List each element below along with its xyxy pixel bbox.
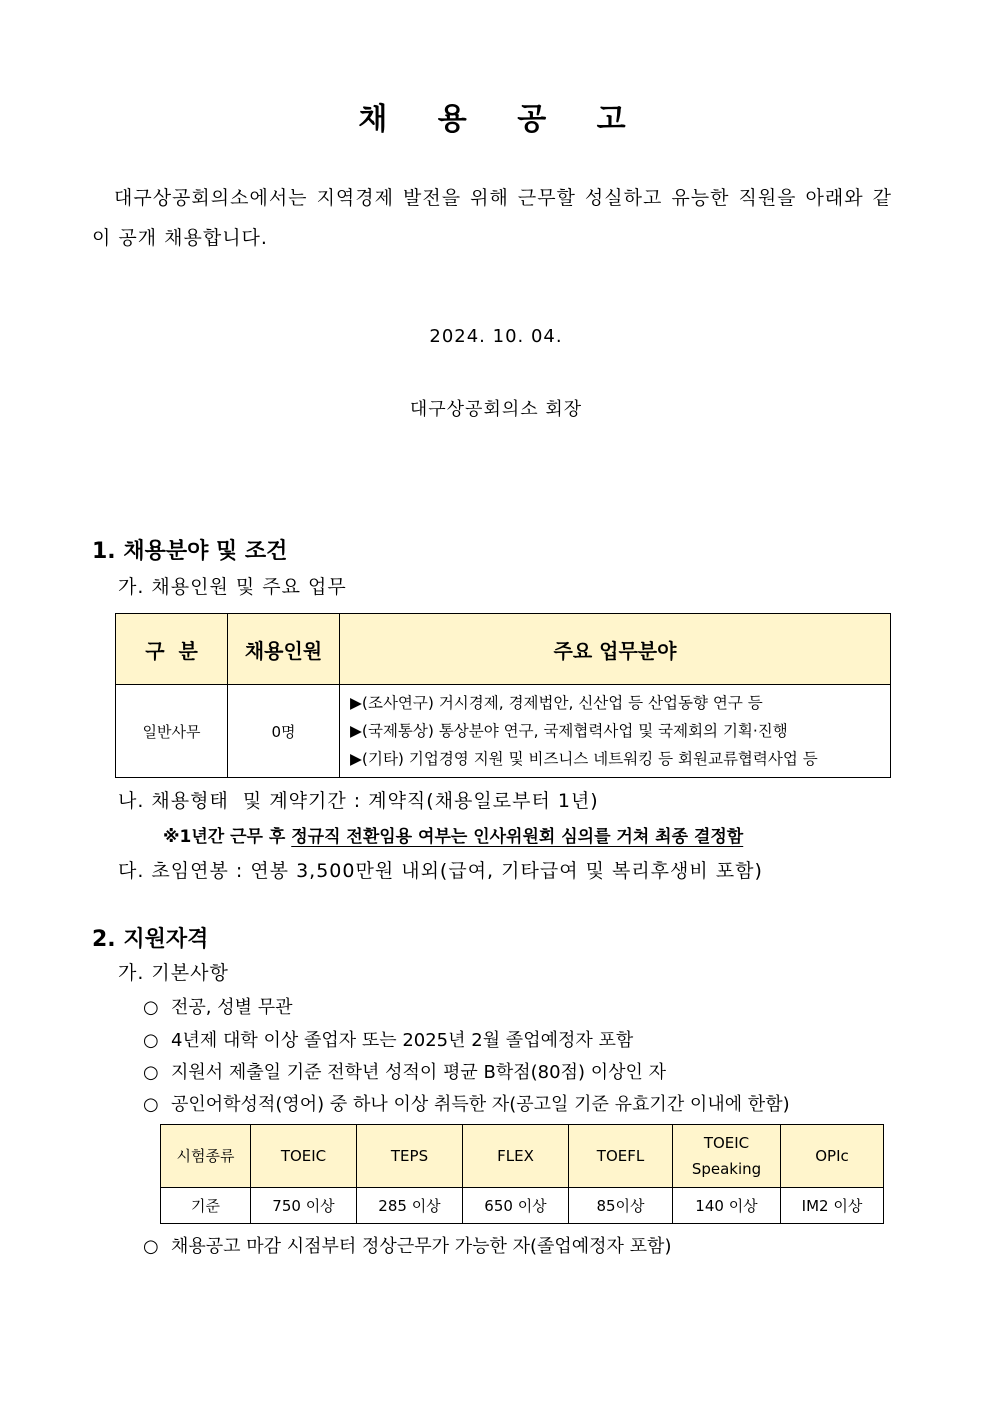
bullet-circle: ○ [143, 1030, 159, 1051]
note-prefix: ※1년간 근무 후 [163, 827, 292, 847]
position-duties [340, 685, 891, 778]
section-2-heading: 2. 지원자격 [92, 927, 209, 952]
intro-text: 대구상공회의소에서는 지역경제 발전을 위해 근무할 성실하고 유능한 직원을 아래와 같이 공개 채용합니다. [92, 187, 892, 249]
duty-line: ▶(기타) 기업경영 지원 및 비즈니스 네트워킹 등 회원교류협력사업 등 [350, 750, 818, 768]
section-2-sub-a: 가. 기본사항 [118, 962, 229, 984]
table-row [116, 685, 891, 778]
table-row [161, 1188, 884, 1224]
list-item [143, 1026, 633, 1052]
toefl-min: 85이상 [569, 1188, 673, 1224]
list-item [143, 1232, 671, 1258]
list-item [143, 1058, 666, 1084]
bullet-text: 전공, 성별 무관 [171, 997, 293, 1018]
flex-min: 650 이상 [463, 1188, 569, 1224]
header-teps: TEPS [357, 1125, 463, 1188]
page-title: 채 용 공 고 [358, 102, 646, 137]
bullet-text: 지원서 제출일 기준 전학년 성적이 평균 B학점(80점) 이상인 자 [171, 1062, 666, 1083]
header-count: 채용인원 [228, 614, 340, 685]
header-test-type: 시험종류 [161, 1125, 251, 1188]
opic-min: IM2 이상 [781, 1188, 884, 1224]
language-test-table [160, 1124, 884, 1224]
header-toefl: TOEFL [569, 1125, 673, 1188]
header-toeic: TOEIC [251, 1125, 357, 1188]
bullet-text: 공인어학성적(영어) 중 하나 이상 취득한 자(공고일 기준 유효기간 이내에 한함) [171, 1094, 790, 1115]
header-category: 구 분 [116, 614, 228, 685]
duty-line: ▶(조사연구) 거시경제, 경제법안, 신산업 등 산업동향 연구 등 [350, 694, 763, 712]
toeic-speaking-min: 140 이상 [673, 1188, 781, 1224]
header-toeic-speaking: TOEIC Speaking [673, 1125, 781, 1188]
test-table-header [161, 1125, 884, 1188]
position-category: 일반사무 [116, 685, 228, 778]
section-1-sub-b: 나. 채용형태 및 계약기간 : 계약직(채용일로부터 1년) [118, 790, 599, 812]
bullet-circle: ○ [143, 1094, 159, 1115]
row-label: 기준 [161, 1188, 251, 1224]
teps-min: 285 이상 [357, 1188, 463, 1224]
intro-paragraph [92, 178, 892, 258]
header-opic: OPIc [781, 1125, 884, 1188]
bullet-circle: ○ [143, 997, 159, 1018]
positions-table-header [116, 614, 891, 685]
note-underlined: 정규직 전환임용 여부는 인사위원회 심의를 거쳐 최종 결정함 [291, 827, 744, 847]
positions-table [115, 613, 891, 778]
list-item [143, 993, 293, 1019]
duty-line: ▶(국제통상) 통상분야 연구, 국제협력사업 및 국제회의 기획·진행 [350, 722, 788, 740]
bullet-text: 4년제 대학 이상 졸업자 또는 2025년 2월 졸업예정자 포함 [171, 1030, 634, 1051]
header-flex: FLEX [463, 1125, 569, 1188]
section-1-heading: 1. 채용분야 및 조건 [92, 539, 288, 564]
list-item [143, 1090, 790, 1116]
bullet-circle: ○ [143, 1062, 159, 1083]
header-duties: 주요 업무분야 [340, 614, 891, 685]
section-1-sub-c: 다. 초임연봉 : 연봉 3,500만원 내외(급여, 기타급여 및 복리후생비 포함) [118, 860, 763, 882]
bullet-text: 채용공고 마감 시점부터 정상근무가 가능한 자(졸업예정자 포함) [171, 1236, 672, 1257]
toeic-min: 750 이상 [251, 1188, 357, 1224]
section-1-sub-a: 가. 채용인원 및 주요 업무 [118, 576, 347, 598]
issuer: 대구상공회의소 회장 [409, 399, 583, 420]
conversion-note [163, 822, 743, 847]
position-count: 0명 [228, 685, 340, 778]
announcement-date: 2024. 10. 04. [429, 326, 563, 347]
bullet-circle: ○ [143, 1236, 159, 1257]
